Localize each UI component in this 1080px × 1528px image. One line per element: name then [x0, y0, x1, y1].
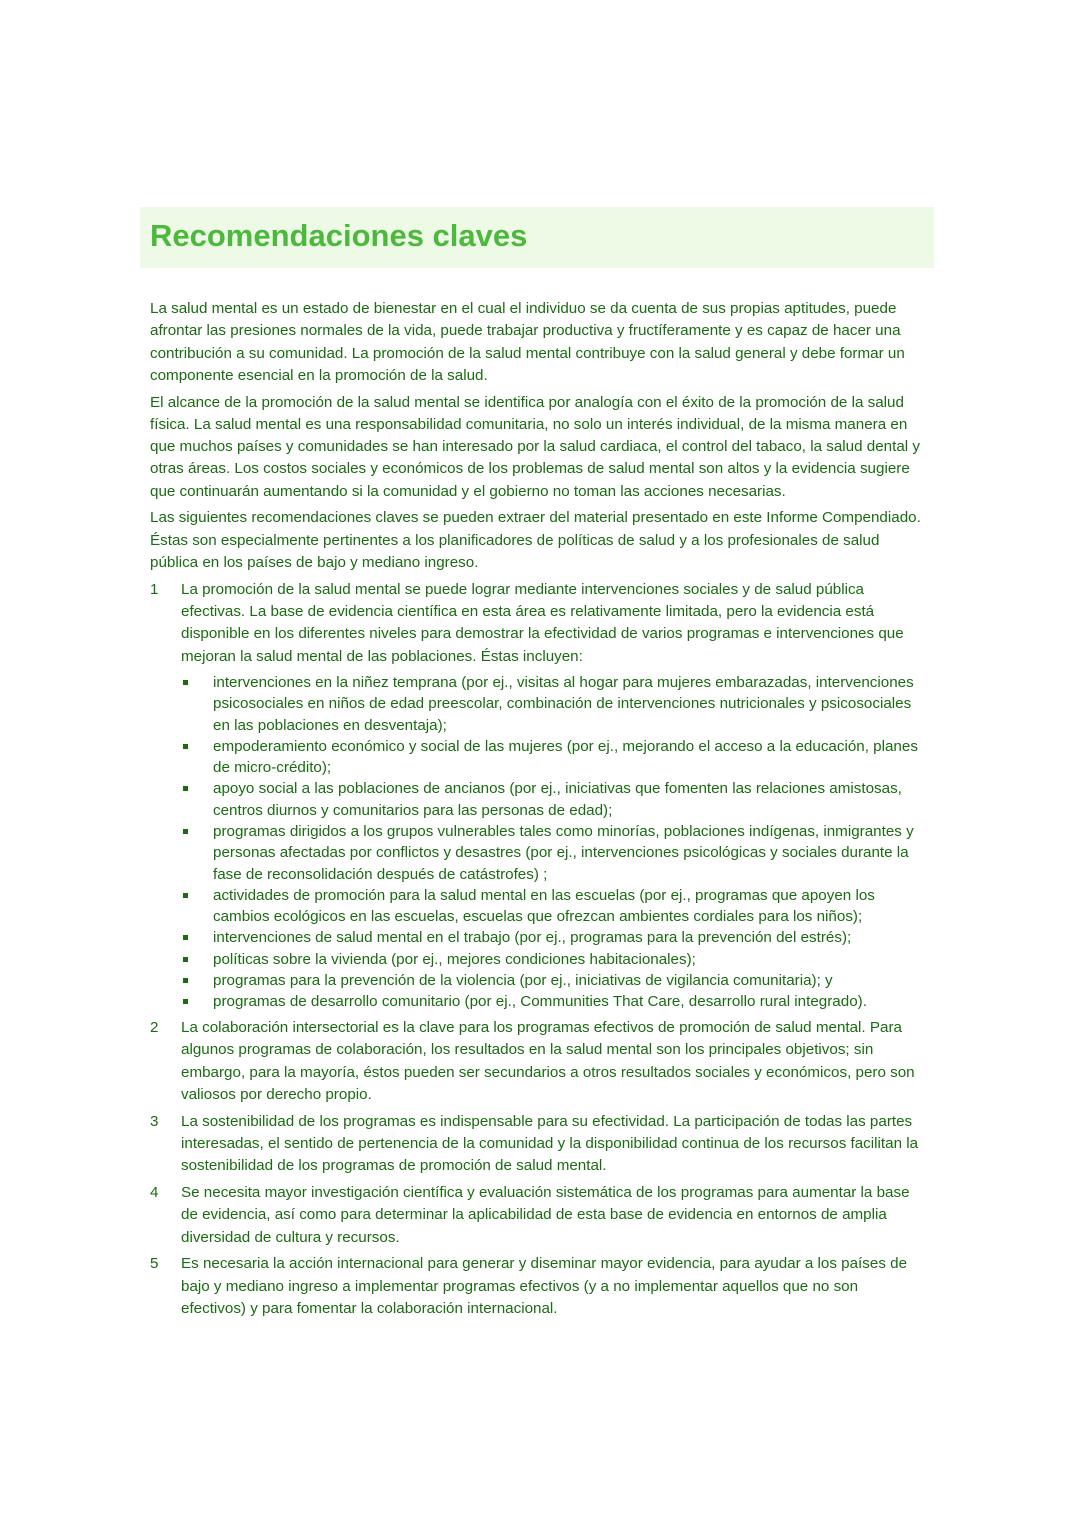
bullet-square-icon	[183, 744, 188, 749]
recommendation-text: La sostenibilidad de los programas es indispensable para su efectividad. La participación de todas las partes interesadas, el sentido de pertenencia de la comunidad y la disponibilidad continua de los recursos facilitan la sostenibilidad de los programas de promoción de salud mental.	[181, 1112, 919, 1175]
page-title: Recomendaciones claves	[150, 218, 528, 253]
intro-paragraph: La salud mental es un estado de bienestar en el cual el individuo se da cuenta de sus propias aptitudes, puede afrontar las presiones normales de la vida, puede trabajar productiva y fructíferamente y es capaz de hacer una contribución a su comunidad. La promoción de la salud mental contribuye con la salud general y debe formar un componente esencial en la promoción de la salud.	[150, 300, 905, 384]
recommendation-item	[150, 1253, 926, 1320]
recommendation-text: Es necesaria la acción internacional para generar y diseminar mayor evidencia, para ayudar a los países de bajo y mediano ingreso a implementar programas efectivos (y a no implementar aquellos que no son efectivos) y para fomentar la colaboración internacional.	[181, 1255, 908, 1317]
list-item: actividades de promoción para la salud mental en las escuelas (por ej., programas que apoyen los cambios ecológicos en las escuelas, escuelas que ofrezcan ambientes cordiales para los niños);	[181, 885, 926, 928]
bullet-square-icon	[183, 935, 188, 940]
bullet-square-icon	[183, 978, 188, 983]
recommendation-number: 2	[150, 1019, 159, 1037]
recommendation-text: La promoción de la salud mental se puede lograr mediante intervenciones sociales y de salud pública efectivas. La base de evidencia científica en esta área es relativamente limitada, pero la evidencia está disponible en los diferentes niveles para demostrar la efectividad de varios programas e intervenciones que mejoran la salud mental de las poblaciones. Éstas incluyen:	[181, 580, 904, 665]
recommendation-item	[150, 1017, 926, 1106]
bullet-square-icon	[183, 893, 188, 898]
heading-band	[140, 207, 934, 268]
recommendation-item	[150, 1111, 926, 1178]
list-item: empoderamiento económico y social de las mujeres (por ej., mejorando el acceso a la educación, planes de micro-crédito);	[181, 736, 926, 779]
list-item: programas para la prevención de la violencia (por ej., iniciativas de vigilancia comunitaria); y	[181, 970, 926, 991]
recommendation-text: Se necesita mayor investigación científica y evaluación sistemática de los programas para aumentar la base de evidencia, así como para determinar la aplicabilidad de esta base de evidencia en entornos de amplia diversidad de cultura y recursos.	[181, 1183, 910, 1246]
bullet-square-icon	[183, 680, 188, 685]
bullet-square-icon	[183, 786, 188, 791]
recommendation-number: 3	[150, 1112, 159, 1130]
bullet-square-icon	[183, 999, 188, 1004]
list-item: programas de desarrollo comunitario (por ej., Communities That Care, desarrollo rural integrado).	[181, 991, 926, 1012]
recommendation-number: 4	[150, 1183, 159, 1201]
body-content	[150, 298, 926, 1324]
recommendations-list	[150, 579, 926, 1320]
recommendation-number: 5	[150, 1255, 159, 1273]
list-item: intervenciones en la niñez temprana (por ej., visitas al hogar para mujeres embarazadas, intervenciones psicosociales en niños de edad preescolar, combinación de intervenciones nutricionales y psicosociales en las poblaciones en desventaja);	[181, 672, 926, 736]
bullet-square-icon	[183, 957, 188, 962]
interventions-list	[181, 672, 926, 1013]
list-item: intervenciones de salud mental en el trabajo (por ej., programas para la prevención del estrés);	[181, 927, 926, 948]
scope-paragraph: El alcance de la promoción de la salud mental se identifica por analogía con el éxito de la promoción de la salud física. La salud mental es una responsabilidad comunitaria, no solo un interés individual, de la misma manera en que muchos países y comunidades se han interesado por la salud cardiaca, el control del tabaco, la salud dental y otras áreas. Los costos sociales y económicos de los problemas de salud mental son altos y la evidencia sugiere que continuarán aumentando si la comunidad y el gobierno no toman las acciones necesarias.	[150, 393, 920, 500]
bullet-square-icon	[183, 829, 188, 834]
recommendations-intro-paragraph: Las siguientes recomendaciones claves se pueden extraer del material presentado en este Informe Compendiado. Éstas son especialmente pertinentes a los planificadores de políticas de salud y a los profesionales de salud pública en los países de bajo y mediano ingreso.	[150, 509, 921, 572]
list-item: programas dirigidos a los grupos vulnerables tales como minorías, poblaciones indígenas, inmigrantes y personas afectadas por conflictos y desastres (por ej., intervenciones psicológicas y sociales durante la fase de reconsolidación después de catástrofes) ;	[181, 821, 926, 885]
list-item: apoyo social a las poblaciones de ancianos (por ej., iniciativas que fomenten las relaciones amistosas, centros diurnos y comunitarios para las personas de edad);	[181, 778, 926, 821]
list-item: políticas sobre la vivienda (por ej., mejores condiciones habitacionales);	[181, 949, 926, 970]
recommendation-item	[150, 1182, 926, 1249]
recommendation-text: La colaboración intersectorial es la clave para los programas efectivos de promoción de salud mental. Para algunos programas de colaboración, los resultados en la salud mental son los principales objetivos; sin embargo, para la mayoría, éstos pueden ser secundarios a otros resultados sociales y económicos, pero son valiosos por derecho propio.	[181, 1019, 915, 1103]
recommendation-number: 1	[150, 580, 159, 598]
recommendation-item	[150, 579, 926, 1013]
